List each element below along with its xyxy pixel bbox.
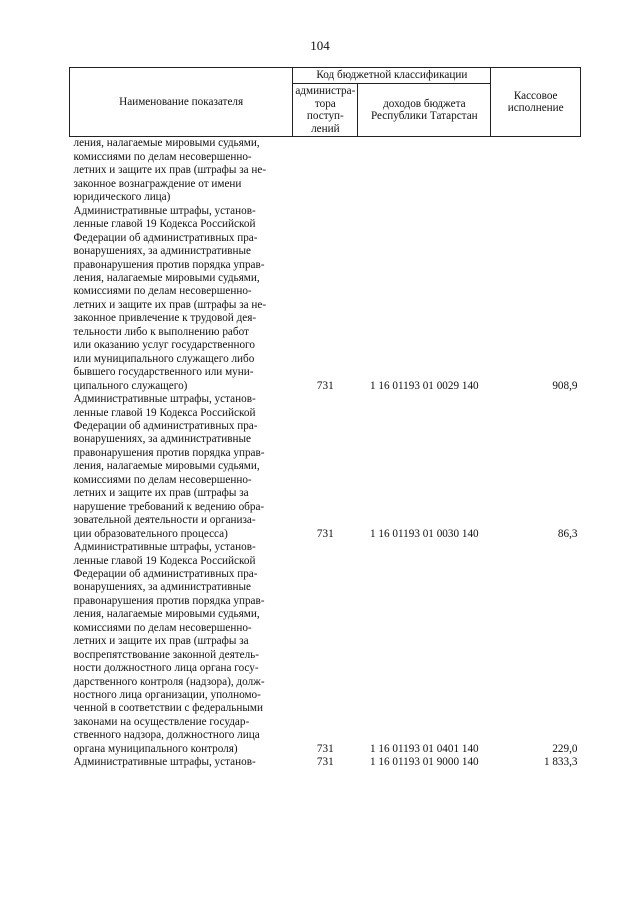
indicator-name-line: органа муниципального контроля) (73, 742, 238, 755)
administrator-code-cell: 731 (316, 756, 334, 769)
administrator-code-cell: 731 (316, 379, 334, 392)
table-row (70, 137, 581, 205)
indicator-name-line: Административные штрафы, установ- (73, 204, 256, 217)
page-number: 104 (310, 38, 330, 53)
indicator-name-line: зовательной деятельности и организа- (73, 514, 256, 527)
header-cash-execution: Кассовое исполнение (491, 68, 581, 137)
indicator-name-cell (70, 137, 293, 205)
indicator-name-line: Федерации об административных пра- (73, 231, 258, 244)
revenue-classification-code-cell: 1 16 01193 01 0401 140 (369, 742, 479, 755)
indicator-name-line: Административные штрафы, установ- (73, 393, 256, 406)
indicator-name-line: законное привлечение к трудовой дея- (73, 312, 257, 325)
indicator-name-cell (70, 205, 293, 393)
administrator-code-cell (293, 137, 358, 205)
indicator-name-line: ченной в соответствии с федеральными (73, 702, 263, 715)
cash-execution-amount-cell: 86,3 (557, 527, 578, 540)
indicator-name-line: ления, налагаемые мировыми судьями, (73, 460, 260, 473)
indicator-name-line: ления, налагаемые мировыми судьями, (73, 137, 260, 150)
table-row (70, 541, 581, 756)
indicator-name-line: Федерации об административных пра- (73, 419, 258, 432)
indicator-name-line: ления, налагаемые мировыми судьями, (73, 608, 260, 621)
indicator-name-line: ленные главой 19 Кодекса Российской (73, 218, 256, 231)
indicator-name-line: Административные штрафы, установ- (73, 541, 256, 554)
administrator-code-cell: 731 (316, 527, 334, 540)
indicator-name-line: летних и защите их прав (штрафы за (73, 487, 249, 500)
indicator-name-line: воспрепятствование законной деятель- (73, 648, 260, 661)
indicator-name-line: или муниципального служащего либо (73, 352, 255, 365)
indicator-name-line: ственного надзора, должностного лица (73, 729, 260, 742)
header-budget-classification-code: Код бюджетной классификации (293, 68, 491, 84)
cash-execution-amount-cell: 1 833,3 (543, 756, 578, 769)
indicator-name-line: ности должностного лица органа госу- (73, 662, 259, 675)
indicator-name-line: ции образовательного процесса) (73, 527, 228, 540)
indicator-name-line: комиссиями по делам несовершенно- (73, 285, 252, 298)
indicator-name-cell (70, 541, 293, 756)
table-row (70, 205, 581, 393)
administrator-code-cell: 731 (316, 742, 334, 755)
revenue-classification-code-cell: 1 16 01193 01 0030 140 (369, 527, 479, 540)
indicator-name-line: юридического лица) (73, 191, 171, 204)
cash-execution-amount-cell: 229,0 (552, 742, 578, 755)
indicator-name-line: вонарушениях, за административные (73, 581, 251, 594)
indicator-name-line: комиссиями по делам несовершенно- (73, 150, 252, 163)
indicator-name-line: правонарушения против порядка управ- (73, 258, 265, 271)
indicator-name-line: летних и защите их прав (штрафы за не- (73, 298, 267, 311)
indicator-name-line: Административные штрафы, установ- (73, 756, 256, 769)
indicator-name-line: вонарушениях, за административные (73, 245, 251, 258)
indicator-name-line: бывшего государственного или муни- (73, 366, 254, 379)
indicator-name-line: ципального служащего) (73, 379, 188, 392)
indicator-name-line: ленные главой 19 Кодекса Российской (73, 406, 256, 419)
indicator-name-line: комиссиями по делам несовершенно- (73, 621, 252, 634)
revenue-classification-code-cell (358, 137, 491, 205)
header-indicator-name: Наименование показателя (70, 68, 293, 137)
indicator-name-line: ления, налагаемые мировыми судьями, (73, 271, 260, 284)
indicator-name-line: тельности либо к выполнению работ (73, 325, 249, 338)
revenue-classification-code-cell: 1 16 01193 01 9000 140 (369, 756, 479, 769)
header-revenue-administrator: администра- тора поступ- лений (293, 84, 358, 137)
indicator-name-line: или оказанию услуг государственного (73, 339, 255, 352)
indicator-name-line: ностного лица организации, уполномо- (73, 689, 261, 702)
revenue-classification-code-cell: 1 16 01193 01 0029 140 (369, 379, 479, 392)
indicator-name-line: правонарушения против порядка управ- (73, 594, 265, 607)
indicator-name-line: правонарушения против порядка управ- (73, 446, 265, 459)
indicator-name-line: дарственного контроля (надзора), долж- (73, 675, 265, 688)
indicator-name-cell (70, 393, 293, 541)
indicator-name-line: законное вознаграждение от имени (73, 177, 242, 190)
indicator-name-line: летних и защите их прав (штрафы за (73, 635, 249, 648)
indicator-name-line: нарушение требований к ведению обра- (73, 500, 265, 513)
table-row (70, 756, 581, 769)
table-row (70, 393, 581, 541)
indicator-name-line: комиссиями по делам несовершенно- (73, 473, 252, 486)
indicator-name-line: Федерации об административных пра- (73, 567, 258, 580)
indicator-name-line: ленные главой 19 Кодекса Российской (73, 554, 256, 567)
cash-execution-amount-cell (491, 137, 581, 205)
indicator-name-line: законами на осуществление государ- (73, 715, 250, 728)
indicator-name-line: летних и защите их прав (штрафы за не- (73, 164, 267, 177)
table-body (70, 137, 581, 770)
indicator-name-line: вонарушениях, за административные (73, 433, 251, 446)
header-budget-revenue-code: доходов бюджета Республики Татарстан (358, 84, 491, 137)
cash-execution-amount-cell: 908,9 (552, 379, 578, 392)
budget-execution-table (69, 67, 581, 770)
indicator-name-cell (70, 756, 293, 769)
